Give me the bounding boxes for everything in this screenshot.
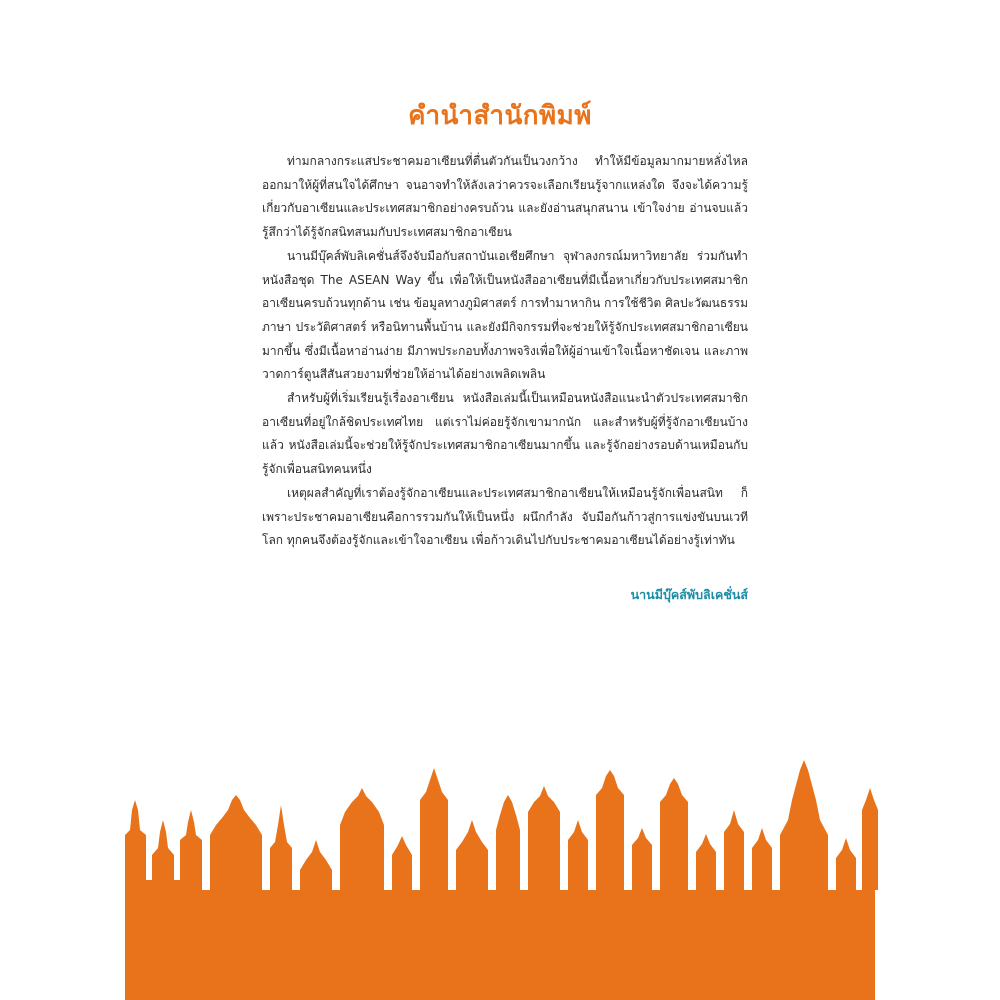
- paragraph-1: ท่ามกลางกระแสประชาคมอาเซียนที่ตื่นตัวกันเป็นวงกว้าง ทำให้มีข้อมูลมากมายหลั่งไหลออกมาให้ผู้ที่สนใจได้ศึกษา จนอาจทำให้ลังเลว่าควรจะเลือกเรียนรู้จากแหล่งใด จึงจะได้ความรู้เกี่ยวกับอาเซียนและประเทศสมาชิกอย่างครบถ้วน และยังอ่านสนุกสนาน เข้าใจง่าย อ่านจบแล้วรู้สึกว่าได้รู้จักสนิทสนมกับประเทศสมาชิกอาเซียน: [262, 154, 748, 240]
- paragraph-2: นานมีบุ๊คส์พับลิเคชั่นส์จึงจับมือกับสถาบันเอเชียศึกษา จุฬาลงกรณ์มหาวิทยาลัย ร่วมกันทำหนังสือชุด The ASEAN Way ขึ้น เพื่อให้เป็นหนังสืออาเซียนที่มีเนื้อหาเกี่ยวกับประเทศสมาชิกอาเซียนครบถ้วนทุกด้าน เช่น ข้อมูลทางภูมิศาสตร์ การทำมาหากิน การใช้ชีวิต ศิลปะวัฒนธรรม ภาษา ประวัติศาสตร์ หรือนิทานพื้นบ้าน และยังมีกิจกรรมที่จะช่วยให้รู้จักประเทศสมาชิกอาเซียนมากขึ้น ซึ่งมีเนื้อหาอ่านง่าย มีภาพประกอบทั้งภาพจริงเพื่อให้ผู้อ่านเข้าใจเนื้อหาชัดเจน และภาพวาดการ์ตูนสีสันสวยงามที่ช่วยให้อ่านได้อย่างเพลิดเพลิน: [262, 248, 749, 382]
- asean-landmarks-skyline-illustration: [0, 740, 1000, 1000]
- page-title: คำนำสำนักพิมพ์: [408, 101, 592, 131]
- paragraph-4: เหตุผลสำคัญที่เราต้องรู้จักอาเซียนและประเทศสมาชิกอาเซียนให้เหมือนรู้จักเพื่อนสนิท ก็เพราะประชาคมอาเซียนคือการรวมกันให้เป็นหนึ่ง ผนึกกำลัง จับมือกันก้าวสู่การแข่งขันบนเวทีโลก ทุกคนจึงต้องรู้จักและเข้าใจอาเซียน เพื่อก้าวเดินไปกับประชาคมอาเซียนได้อย่างรู้เท่าทัน: [262, 485, 748, 548]
- paragraph-3: สำหรับผู้ที่เริ่มเรียนรู้เรื่องอาเซียน หนังสือเล่มนี้เป็นเหมือนหนังสือแนะนำตัวประเทศสมาชิกอาเซียนที่อยู่ใกล้ชิดประเทศไทย แต่เราไม่ค่อยรู้จักเขามากนัก และสำหรับผู้ที่รู้จักอาเซียนบ้างแล้ว หนังสือเล่มนี้จะช่วยให้รู้จักประเทศสมาชิกอาเซียนมากขึ้น และรู้จักอย่างรอบด้านเหมือนกับรู้จักเพื่อนสนิทคนหนึ่ง: [262, 391, 748, 477]
- preface-body: [262, 150, 748, 553]
- publisher-signature: นานมีบุ๊คส์พับลิเคชั่นส์: [630, 587, 748, 602]
